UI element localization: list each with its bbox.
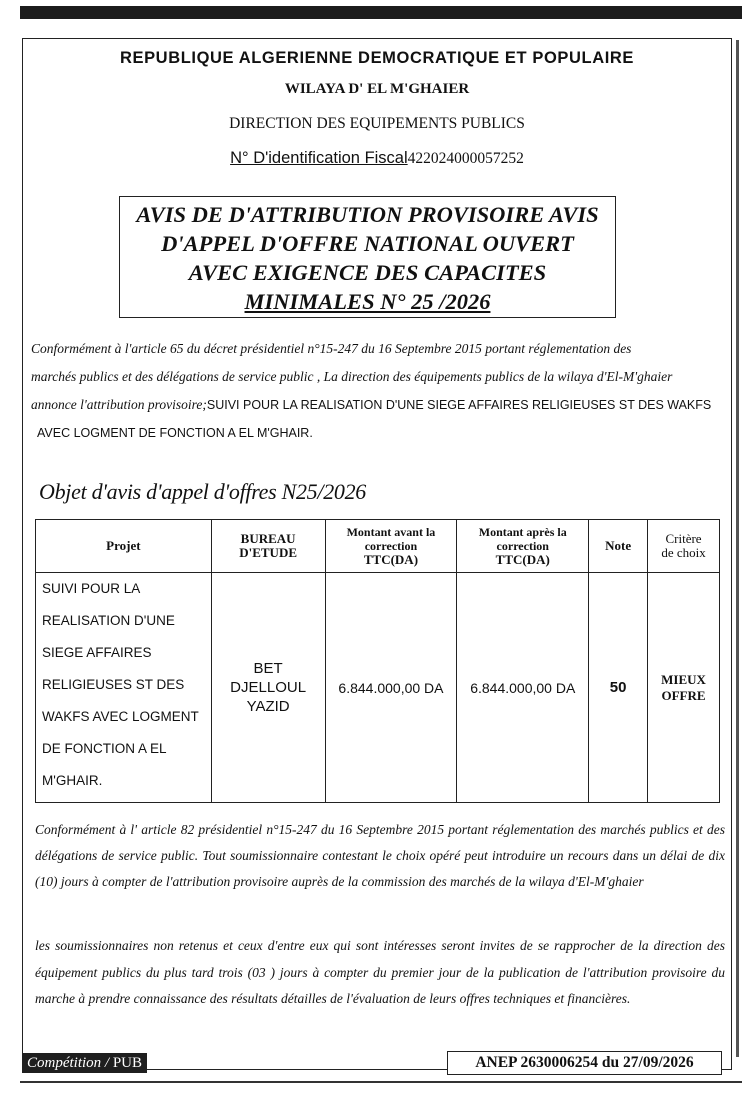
- col-montant-avant: Montant avant la correction TTC(DA): [325, 520, 457, 573]
- cell-montant-apres: 6.844.000,00 DA: [457, 573, 589, 803]
- table-header-row: [36, 520, 720, 573]
- anep-reference: ANEP 2630006254 du 27/09/2026: [447, 1051, 722, 1075]
- wilaya-heading: WILAYA D' EL M'GHAIER: [284, 81, 470, 97]
- intro-line-1: Conformément à l'article 65 du décret présidentiel n°15-247 du 16 Septembre 2015 portant réglementation des: [31, 341, 632, 356]
- title-line-3: AVEC EXIGENCE DES CAPACITES: [188, 260, 547, 285]
- competition-pub-tag: [22, 1053, 147, 1073]
- title-line-2: D'APPEL D'OFFRE NATIONAL OUVERT: [161, 231, 574, 256]
- soumissionnaires-paragraph: les soumissionnaires non retenus et ceux d'entre eux qui sont intéresses seront invites de se rapprocher de la direction des équipement publics du plus tard trois (03 ) jours à compter du premier jour de la publication de l'attribution provisoire du marche à prendre connaissance des résultats détailles de l'évaluation de leurs offres techniques et financières.: [35, 938, 725, 1006]
- col-bureau: BUREAU D'ETUDE: [211, 520, 325, 573]
- republic-heading: REPUBLIQUE ALGERIENNE DEMOCRATIQUE ET POPULAIRE: [119, 49, 635, 67]
- cell-note: 50: [589, 573, 648, 803]
- title-line-4: MINIMALES N° 25 /2026: [244, 289, 491, 314]
- title-line-1: AVIS DE D'ATTRIBUTION PROVISOIRE AVIS: [136, 202, 599, 227]
- table-row: [36, 573, 720, 803]
- intro-line-3-upper: SUIVI POUR LA REALISATION D'UNE SIEGE AFFAIRES RELIGIEUSES ST DES WAKFS: [206, 398, 712, 412]
- direction-heading: DIRECTION DES EQUIPEMENTS PUBLICS: [229, 115, 525, 132]
- recours-paragraph: Conformément à l' article 82 présidentiel n°15-247 du 16 Septembre 2015 portant réglementation des marchés publics et des délégations de service public. Tout soumissionnaire contestant le choix opéré peut introduire un recours dans un délai de dix (10) jours à compter de l'attribution provisoire auprès de la commission des marchés de la wilaya d'El-M'ghaier: [35, 822, 725, 889]
- cell-montant-avant: 6.844.000,00 DA: [325, 573, 457, 803]
- fiscal-id-value: 422024000057252: [407, 150, 524, 167]
- fiscal-id-label: N° D'identification Fiscal: [230, 149, 408, 167]
- col-note: Note: [589, 520, 648, 573]
- right-column-rule: [736, 40, 739, 1057]
- col-critere: Critère de choix: [648, 520, 720, 573]
- intro-line-3: [31, 391, 727, 419]
- bottom-rule: [20, 1081, 742, 1083]
- competition-label: Compétition /: [27, 1055, 110, 1071]
- attribution-table: [35, 519, 720, 803]
- pub-label: PUB: [109, 1055, 143, 1071]
- col-montant-apres: Montant après la correction TTC(DA): [457, 520, 589, 573]
- top-black-bar: [20, 6, 742, 19]
- cell-bureau: BET DJELLOUL YAZID: [211, 573, 325, 803]
- intro-line-3-italic: annonce l'attribution provisoire;: [31, 397, 207, 412]
- intro-paragraph: [31, 335, 727, 447]
- intro-line-2: marchés publics et des délégations de service public , La direction des équipements publics de la wilaya d'El-M'ghaier: [31, 369, 673, 384]
- notice-title-box: [119, 196, 616, 318]
- cell-projet: SUIVI POUR LA REALISATION D'UNE SIEGE AFFAIRES RELIGIEUSES ST DES WAKFS AVEC LOGMENT DE FONCTION A EL M'GHAIR.: [36, 573, 212, 803]
- tender-notice: [22, 38, 732, 1070]
- cell-critere: MIEUX OFFRE: [648, 573, 720, 803]
- col-projet: Projet: [36, 520, 212, 573]
- fiscal-id: [23, 149, 731, 168]
- objet-heading: Objet d'avis d'appel d'offres N25/2026: [39, 479, 366, 504]
- intro-line-4: AVEC LOGMENT DE FONCTION A EL M'GHAIR.: [37, 426, 313, 440]
